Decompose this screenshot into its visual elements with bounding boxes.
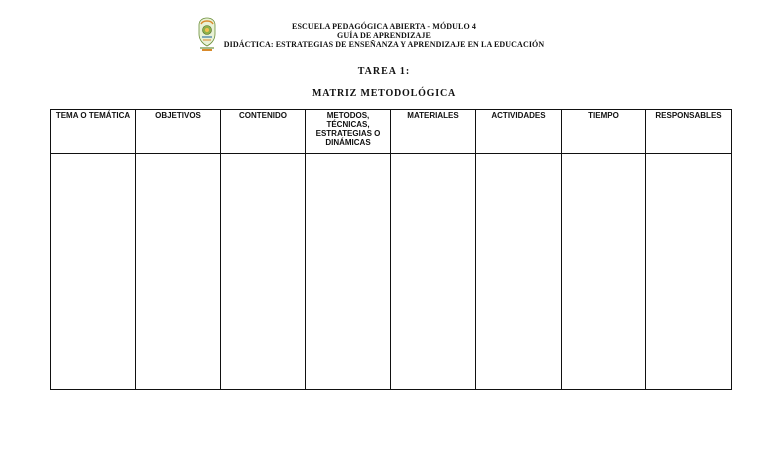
- matrix-title: MATRIZ METODOLÓGICA: [311, 88, 456, 99]
- column-header-objetivos: OBJETIVOS: [136, 110, 221, 154]
- cell-actividades[interactable]: [476, 154, 562, 390]
- task-title: TAREA 1:: [357, 66, 411, 77]
- column-header-responsables: RESPONSABLES: [646, 110, 732, 154]
- column-header-tema: TEMA O TEMÁTICA: [51, 110, 136, 154]
- cell-tiempo[interactable]: [562, 154, 646, 390]
- document-header: [0, 22, 768, 49]
- guide-title: GUÍA DE APRENDIZAJE: [337, 31, 431, 40]
- cell-materiales[interactable]: [391, 154, 476, 390]
- table-header-row: [51, 110, 732, 154]
- methodology-matrix-table: [50, 109, 732, 390]
- table-row: [51, 154, 732, 390]
- column-header-metodos: METODOS, TÉCNICAS, ESTRATEGIAS O DINÁMICAS: [306, 110, 391, 154]
- column-header-tiempo: TIEMPO: [562, 110, 646, 154]
- cell-responsables[interactable]: [646, 154, 732, 390]
- cell-objetivos[interactable]: [136, 154, 221, 390]
- cell-contenido[interactable]: [221, 154, 306, 390]
- column-header-contenido: CONTENIDO: [221, 110, 306, 154]
- cell-metodos[interactable]: [306, 154, 391, 390]
- column-header-actividades: ACTIVIDADES: [476, 110, 562, 154]
- cell-tema[interactable]: [51, 154, 136, 390]
- school-name: ESCUELA PEDAGÓGICA ABIERTA - MÓDULO 4: [292, 22, 476, 31]
- course-title: DIDÁCTICA: ESTRATEGIAS DE ENSEÑANZA Y APRENDIZAJE EN LA EDUCACIÓN: [223, 40, 545, 49]
- column-header-materiales: MATERIALES: [391, 110, 476, 154]
